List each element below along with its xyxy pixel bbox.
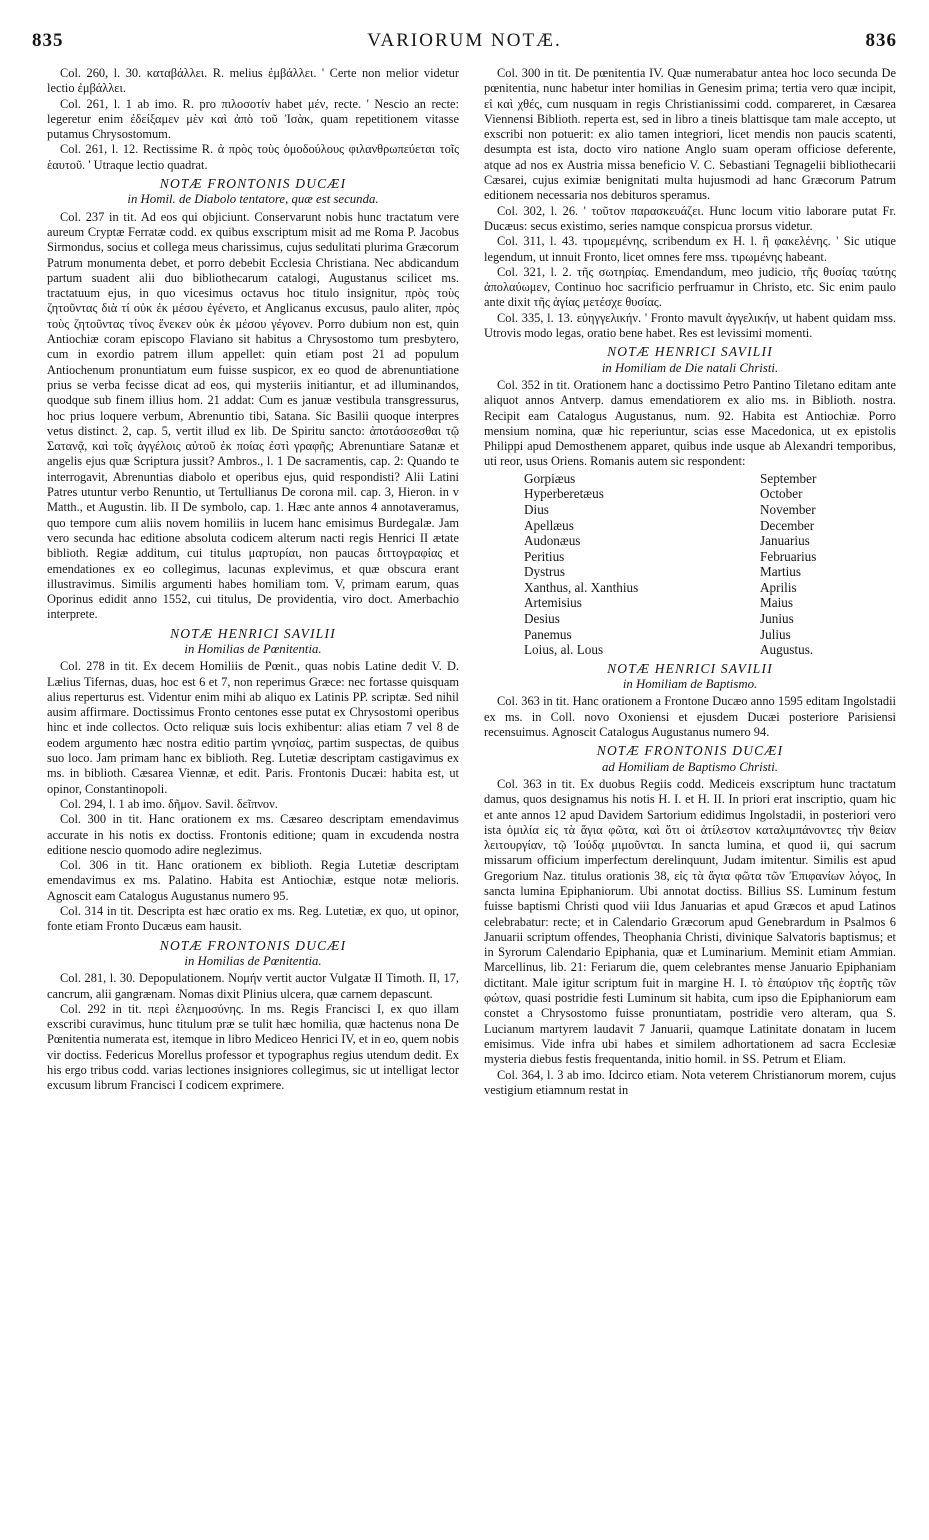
note-paragraph: Col. 292 in tit. περὶ ἐλεημοσύνης. In ms. Regis Francisci I, ex quo illam exscribi curavimus, hunc titulum præ se tulit hæc homilia, quæ hactenus nona De Pœnitentia numerata est, itemque in libro Mediceo Henrici IV, et in eo, quem nobis vir doctiss. Federicus Morellus professor et typographus regius utendum dedit. Ex his ergo tribus codd. varias lectiones insigniores collegimus, sic ut intelligat lector excusum librum Francisci I codicem exprimere. <box>47 1001 460 1093</box>
roman-month: September <box>760 470 817 486</box>
macedonian-month: Loius, al. Lous <box>524 642 604 658</box>
macedonian-month: Dius <box>524 501 549 517</box>
note-paragraph: Col. 261, l. 1 ab imo. R. pro πιλοσοτίν habet μέν, recte. ' Nescio an recte: legeretur enim ἐδείξαμεν μὲν καὶ ἀπὸ τοῦ Ἰσὰκ, quam repetitionem vitasse putamus Chrysostomum. <box>47 96 459 142</box>
note-paragraph: Col. 335, l. 13. εὐηγγελικήν. ' Fronto mavult ἀγγελικήν, ut habent quidam mss. Utrovis modo legas, oratio bene habet. Res est levissimi momenti. <box>484 310 896 341</box>
section-heading: NOTÆ HENRICI SAVILII <box>170 625 336 641</box>
section-subheading: in Homilias de Pœnitentia. <box>184 641 322 656</box>
note-paragraph: Col. 363 in tit. Hanc orationem a Frontone Ducæo anno 1595 editam Ingolstadii ex ms. in Coll. novo Oxoniensi et ejusdem Ducæi posteriore Parisiensi recensuimus. Agnoscit Catalogus Augustanus numero 94. <box>484 694 896 740</box>
roman-month: Junius <box>760 611 794 627</box>
note-paragraph: Col. 363 in tit. Ex duobus Regiis codd. Mediceis exscriptum hunc tractatum damus, quos designamus his notis H. I. et H. II. In priori erat inscriptio, quam hic et ante annos 12 apud Davidem Sartorium edidimus Ingolstadii, in posteriori vero ista ὁμιλία εἰς τὰ ἅγια φῶτα, καὶ ὅτι οἱ ἀτίλεστον καταλιμπάνοντες τὴν θείαν λειτουργίαν, τῷ Ἰούδᾳ μιμοῦνται. In sancta lumina, et quod ii, qui sacrum missarum officium imperfectum derelinquunt, Judam imitentur. Similis est apud Gregorium Naz. titulus orationis 38, εἰς τὰ ἅγια φῶτα τῶν Ἐπιφανίων λόγος, In sancta lumina Epiphaniorum. Ubi annotat doctiss. Billius SS. Luminum festum fuisse baptismi Christi quod viii Idus Januarias et apud Græcos et apud Latinos celebrabatur: recte; et in Calendario Græcorum apud Genebrardum in Psalmos 6 Januarii scriptum offendes, Theophania Christi, divinique Salvatoris baptismus; et in Syrorum Calendario Epiphania, quæ et Luminarium. Meminit etiam Ammian. Marcellinus, lib. 21: Feriarum die, quem celebrantes mense Januario Epiphaniam dictitant. Male igitur scriptum fuit in margine H. I. τὸ ἐπαύριον τῆς ἑορτῆς τῶν φώτων, quasi postridie festi Luminum sit habita, cum ipso die Epiphaniorum eam constet a Chrysostomo fuisse pronuntiatam, postridie vero alteram, qua S. Lucianum martyrem laudavit 7 Januarii, quamque Latinitate donatam in lucem emisimus. Vide infra ubi habes et similem adhortationem ad sacra Ecclesiæ mysteria diebus festis frequentanda, initio homil. in SS. Petrum et Eliam. <box>484 776 896 1067</box>
section-subheading: in Homil. de Diabolo tentatore, quæ est secunda. <box>127 192 379 207</box>
page-header <box>32 30 897 58</box>
note-paragraph: Col. 321, l. 2. τῆς σωτηρίας. Emendandum, meo judicio, τῆς θυσίας ταύτης ἀπολαύωμεν, Continuo hoc sacrificio perfruamur in Christo, etc. Sic enim paulo ante dixit τῆς ἁγίας μετέσχε θυσίας. <box>484 264 896 310</box>
roman-month: Augustus. <box>760 642 814 658</box>
roman-month: Februarius <box>760 548 817 564</box>
note-paragraph: Col. 261, l. 12. Rectissime R. ἀ πρὸς τοὺς ὁμοδούλους φιλανθρωπεύεται τοῖς ἑαυτοῦ. ' Utraque lectio quadrat. <box>47 142 459 172</box>
macedonian-month: Desius <box>524 611 560 627</box>
note-paragraph: Col. 237 in tit. Ad eos qui objiciunt. Conservarunt nobis hunc tractatum vere aureum Cryptæ Ferratæ codd. ex quibus exscriptum misit ad me Roma P. Jacobus Sirmondus, socius et collega meus charissimus, cujus sedulitati plurima Græcorum Patrum monumenta debet, et porro debebit Ecclesia Christiana. Nec abdicandum partum suadent alii duo bibliothecarum catalogi, Augustanus scilicet ms. tractatuum ejus, in quo vicesimus octavus hoc titulo insignitur, πρὸς τοὺς ζητοῦντας διὰ τί οὐκ ἐκ μέσου ἐγένετο, et Anglicanus excusus, paulo aliter, πρὸς τοὺς ζητοῦντας τίνος ἕνεκεν οὐκ ἐκ μέσου γέγονεν. Porro dubium non est, quin Antiochiæ coram episcopo Flaviano sit habitus a Chrysostomo tum presbytero, cum in exordio patrem illum appellet: quin etiam post 21 ad populum Antiochenum pronuntiatum eum fuisse suspicor, ex eo quod de abrenuntiatione prius se verba fecisse dicat ad eos, qui mysteriis initiantur, et ad illuminandos, quodque sub finem illius hom. 21 addat: Cum es januæ vestibula transgressurus, hoc prius loquere verbum, Abrenuntio tibi, Satana. Sic Basilii quoque interpres vetus distinct. 2, cap. 5, vertit illud ex lib. De Spiritu sancto: ἀποτάσσεσθαι τῷ Σατανᾷ, καὶ τοῖς ἀγγέλοις αὐτοῦ ἐκ ποίας ἐστὶ γραφῆς; Abrenuntiare Satanæ et angelis ejus quæ Scriptura jussit? Ambros., l. 1 De sacramentis, cap. 2: Quando te interrogavit, Abrenuntias diabolo et operibus ejus, quid respondisti? Alii Latini Patres utuntur verbo Renuntio, ut Tertullianus De corona mil. cap. 3, Hieron. in v Matth., et Augustin. lib. II De symbolo, cap. 1. Hæc ante annos 4 annotaveramus, quo tempore cum aliis novem homiliis in lucem hanc emisimus Burdegalæ. Jam vero secunda hac editione absoluta codicem alterum nacti regis Henrici II ætate biblioth. Regiæ additum, cui titulus μαρτυρίαι, non paucas διττογραφίας et emendationes ex eo collegimus, lacunas explevimus, et quæ obscura erant illustravimus. Similis argumenti habes homiliam tom. V, primam earum, quas Oporinus edidit anno 1552, cui titulus, De providentia, viro doct. Amerbachio interprete. <box>47 209 459 622</box>
note-paragraph: Col. 352 in tit. Orationem hanc a doctissimo Petro Pantino Tiletano editam ante aliquot annos Antverp. damus emendatiorem ex alio ms. in Biblioth. nostra. Recipit eam Catalogus Augustanus, num. 92. Habita est Antiochiæ. Porro mensium nomina, quæ hic reperiuntur, scias esse Macedonica, ut ex epistolis Philippi apud Demosthenem apparet, quibus inde usque ab Alexandri temporibus, uti reor, usus Oriens. Romanis autem sic respondent: <box>484 377 896 469</box>
note-paragraph: Col. 294, l. 1 ab imo. δῆμον. Savil. δεῖπνον. <box>60 796 278 811</box>
note-paragraph: Col. 364, l. 3 ab imo. Idcirco etiam. Nota veterem Christianorum morem, cujus vestigium etiamnum restat in <box>484 1067 896 1097</box>
macedonian-month: Gorpiæus <box>524 470 576 486</box>
macedonian-month: Dystrus <box>524 564 566 580</box>
roman-month: Julius <box>760 626 791 642</box>
macedonian-month: Xanthus, al. Xanthius <box>524 579 639 595</box>
roman-month: October <box>760 486 803 502</box>
macedonian-month: Apellæus <box>524 517 574 533</box>
note-paragraph: Col. 260, l. 30. καταβάλλει. R. melius ἐμβάλλει. ' Certe non melior videtur lectio ἐμβάλλει. <box>47 66 459 96</box>
right-column <box>484 66 896 1098</box>
right-page-number: 836 <box>865 30 897 51</box>
macedonian-month: Peritius <box>524 548 565 564</box>
section-subheading: in Homilias de Pœnitentia. <box>184 953 322 968</box>
macedonian-month: Hyperberetæus <box>524 486 604 502</box>
roman-month: November <box>760 501 816 517</box>
left-column <box>47 66 459 1094</box>
roman-month: Martius <box>760 564 802 580</box>
roman-month: Aprilis <box>760 579 797 595</box>
section-heading: NOTÆ FRONTONIS DUCÆI <box>596 743 784 759</box>
section-subheading: ad Homiliam de Baptismo Christi. <box>602 759 778 774</box>
macedonian-month: Artemisius <box>524 595 582 611</box>
note-paragraph: Col. 302, l. 26. ' τοῦτον παρασκευάζει. Hunc locum vitio laborare putat Fr. Ducæus: secus existimo, series namque conspicua prorsus videtur. <box>484 203 896 233</box>
section-subheading: in Homiliam de Baptismo. <box>622 677 758 692</box>
running-title: VARIORUM NOTÆ. <box>367 30 562 51</box>
section-heading: NOTÆ HENRICI SAVILII <box>607 660 773 676</box>
section-heading: NOTÆ FRONTONIS DUCÆI <box>159 176 347 192</box>
roman-month: Maius <box>760 595 793 611</box>
note-paragraph: Col. 306 in tit. Hanc orationem ex biblioth. Regia Lutetiæ descriptam emendavimus ex ms. Palatino. Habita est Antiochiæ, estque notæ melioris. Agnoscit eam Catalogus Augustanus numero 95. <box>47 858 459 903</box>
month-table <box>484 471 896 658</box>
roman-month: December <box>760 517 815 533</box>
macedonian-month: Panemus <box>524 626 572 642</box>
section-subheading: in Homiliam de Die natali Christi. <box>601 360 779 375</box>
note-paragraph: Col. 311, l. 43. τιρομεμένης, scribendum ex H. l. ἢ φακελένης. ' Sic utique legendum, ut innuit Fronto, licet omnes fere mss. τιρωμένης habeant. <box>484 234 896 264</box>
note-paragraph: Col. 300 in tit. Hanc orationem ex ms. Cæsareo descriptam emendavimus accurate in his notis ex doctiss. Frontonis editione; quam in excudenda nostra editione nescio quomodo adire neglezimus. <box>47 812 459 857</box>
roman-month: Januarius <box>760 533 810 549</box>
section-heading: NOTÆ HENRICI SAVILII <box>607 344 773 360</box>
note-paragraph: Col. 281, l. 30. Depopulationem. Νομήν vertit auctor Vulgatæ II Timoth. II, 17, cancrum, alii gangrænam. Nomas dixit Plinius ulcera, quæ carnem depascunt. <box>47 971 459 1001</box>
left-page-number: 835 <box>32 30 64 51</box>
macedonian-month: Audonæus <box>524 533 581 549</box>
note-paragraph: Col. 314 in tit. Descripta est hæc oratio ex ms. Reg. Lutetiæ, ex quo, ut opinor, fonte etiam Fronto Ducæus eam hausit. <box>47 904 459 934</box>
note-paragraph: Col. 278 in tit. Ex decem Homiliis de Pœnit., quas nobis Latine dedit V. D. Lælius Tifernas, duas, hoc est 6 et 7, non reperimus Græce: nec fortasse quisquam alius reperturus est. Videntur enim mihi ab aliquo ex Latinis PP. scriptæ. Sed nihil ausim affirmare. Doctissimus Fronto centones esse putat ex Chrysostomi operibus hinc et inde collectos. Octo reliquæ suis locis exhibentur: alias etiam 7 vel 8 de eodem argumento hæc nostra editio partim γνησίας, partim suspectas, de quibus suo loco. Jam primam hanc ex biblioth. Reg. Lutetiæ descriptam castigavimus ex ms. in biblioth. Cæsarea Viennæ, et edit. Paris. Frontonis Ducæi: habita est, ut opinor, Constantinopoli. <box>47 659 459 796</box>
section-heading: NOTÆ FRONTONIS DUCÆI <box>159 937 347 953</box>
note-paragraph: Col. 300 in tit. De pœnitentia IV. Quæ numerabatur antea hoc loco secunda De pœnitentia, nunc habetur inter homilias in Genesim prima; tertia vero quæ incipit, εἰ καὶ χθές, cum nusquam in regis Christianissimi codd. compareret, in Cæsarea Viennensi Biblioth. reperta est, sed in libro a tineis blattisque tam male accepto, ut exscribi non potuerit: ex alio tamen integriori, licet mendis non paucis scatenti, desumpta est ista, docto viro natione Anglo suam operam officiose deferente, atque ad nos ex Austria missa beneficio V. C. Sebastiani Tegnagelii bibliothecarii Cæsarei, cujus eximiæ benignitati multa hujusmodi ad hanc Græcorum Patrum editionem necessaria nos debituros speramus. <box>484 66 896 203</box>
